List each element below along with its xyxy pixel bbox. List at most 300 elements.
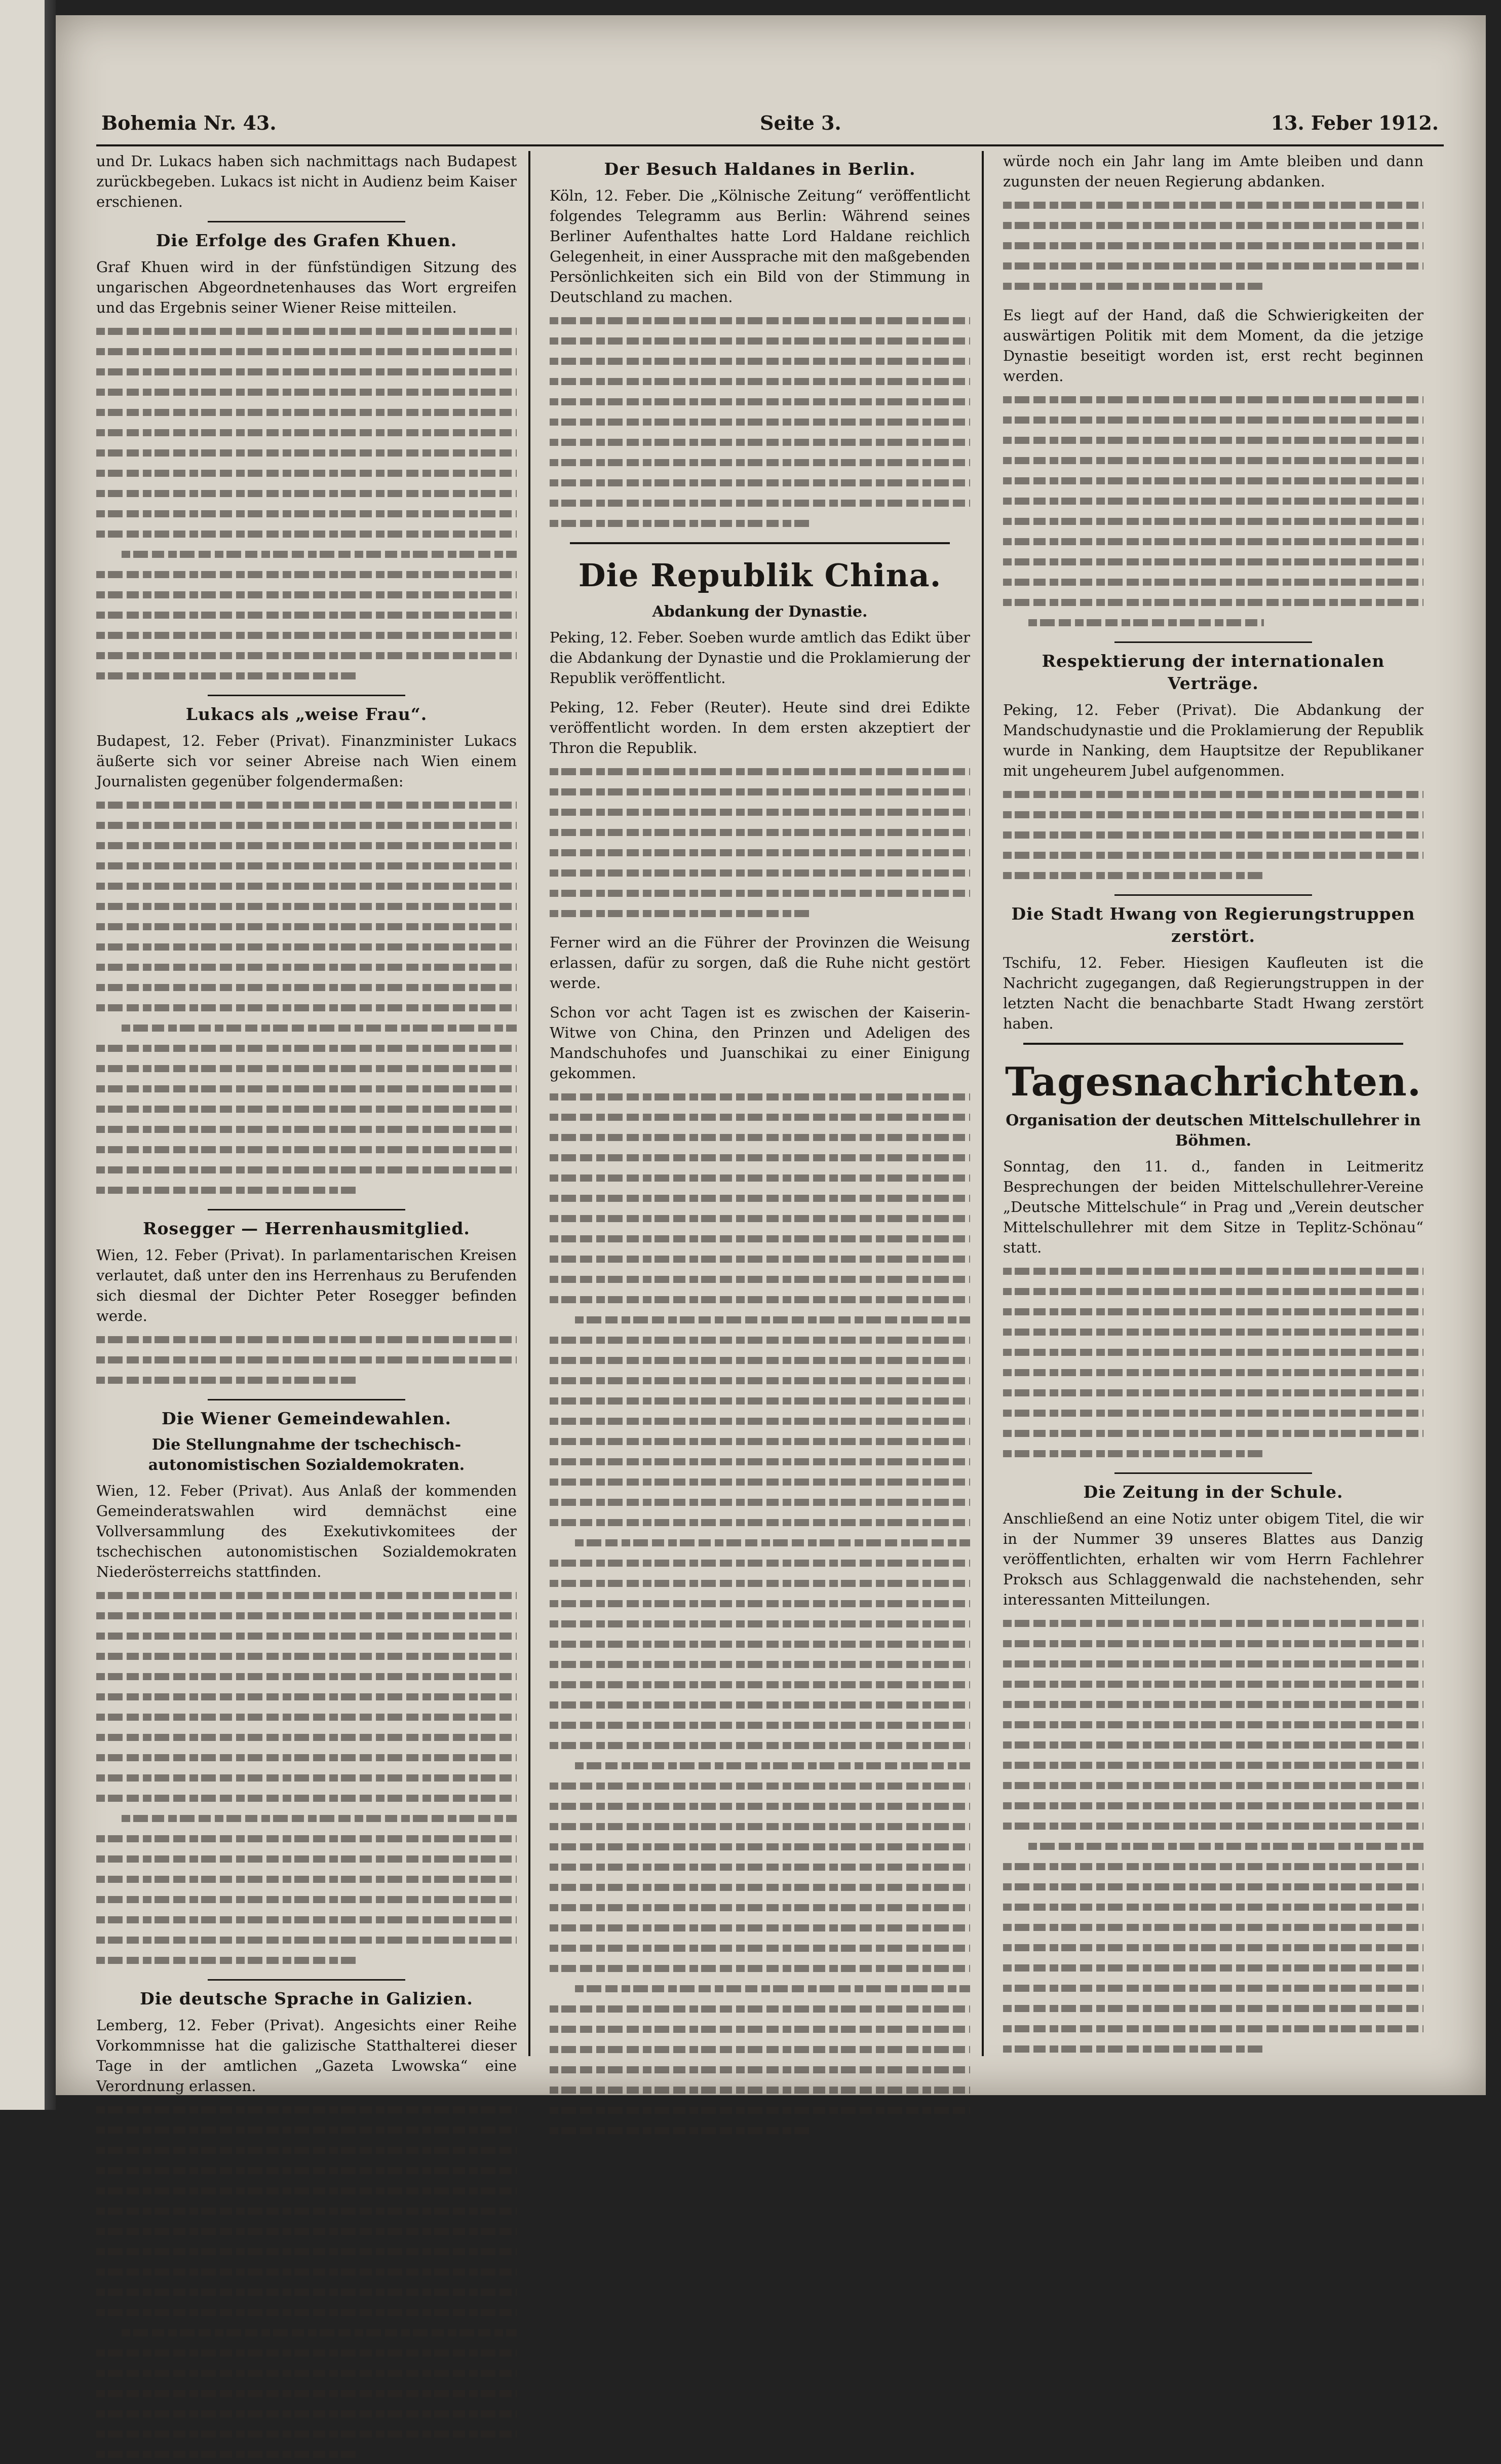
- text-line: [550, 2039, 970, 2059]
- article: [550, 1002, 970, 2140]
- text-line: [550, 330, 970, 351]
- article: [96, 1399, 517, 1970]
- text-line: [550, 1350, 970, 1370]
- text-line: [96, 564, 517, 584]
- text-line: [1003, 430, 1423, 450]
- text-line: [1003, 255, 1423, 276]
- text-line: [550, 1573, 970, 1593]
- text-line: [1003, 490, 1423, 511]
- text-line: [96, 1848, 517, 1869]
- text-line: [96, 382, 517, 402]
- text-line: [550, 1370, 970, 1390]
- text-line: [96, 2119, 517, 2140]
- article-subheadline: Organisation der deutschen Mittelschullehrer in Böhmen.: [1006, 1112, 1421, 1150]
- text-line: [1003, 1775, 1423, 1795]
- text-line: [550, 432, 970, 452]
- text-line: [1003, 1876, 1423, 1897]
- text-line: [1003, 276, 1423, 296]
- article: [96, 1979, 517, 2464]
- text-line: [96, 321, 517, 341]
- text-line: [550, 1674, 970, 1694]
- article-headline: Tagesnachrichten.: [1005, 1059, 1422, 1105]
- text-line: [96, 936, 517, 957]
- article-separator: [1114, 894, 1312, 896]
- illegible-text-lines: [550, 761, 970, 923]
- text-line: [1003, 1978, 1423, 1998]
- text-line: [1003, 1755, 1423, 1775]
- text-line: [550, 1958, 970, 1978]
- article-body: [550, 1002, 970, 1083]
- text-line: [550, 1086, 970, 1107]
- article-headline: Die Stadt Hwang von Regierungstruppen zerstört.: [1011, 904, 1415, 946]
- text-line: [1003, 215, 1423, 235]
- text-line: [550, 1107, 970, 1127]
- article-text: und Dr. Lukacs haben sich nachmittags nach Budapest zurückbegeben. Lukacs ist nicht in Audienz beim Kaiser erschienen.: [96, 153, 517, 210]
- illegible-text-lines: [550, 310, 970, 533]
- text-line: [96, 977, 517, 997]
- article-body: [1003, 700, 1423, 781]
- article-separator: [208, 221, 405, 222]
- text-line: [1003, 409, 1423, 430]
- text-line: [550, 2120, 970, 2140]
- text-line: [96, 2423, 517, 2444]
- article-text: Wien, 12. Feber (Privat). Aus Anlaß der kommenden Gemeinderatswahlen wird demnächst eine Vollversammlung des Exekutivkomitees der tschechischen autonomistischen Sozialdemokraten Niederösterreichs stattfinden.: [96, 1482, 517, 1580]
- text-line: [96, 2201, 517, 2221]
- text-line: [96, 2140, 517, 2160]
- article: [550, 932, 970, 993]
- text-line: [96, 665, 517, 686]
- text-line: [550, 351, 970, 371]
- text-line: [550, 1897, 970, 1917]
- article-body: [96, 1481, 517, 1582]
- text-line: [550, 310, 970, 330]
- article: [96, 695, 517, 1200]
- text-line: [96, 2261, 517, 2282]
- text-line: [1003, 824, 1423, 845]
- text-line: [1003, 1362, 1423, 1382]
- text-line: [550, 842, 970, 862]
- illegible-text-lines: [96, 794, 517, 1200]
- text-line: [550, 802, 970, 822]
- text-line: [1003, 1423, 1423, 1443]
- article: [96, 221, 517, 686]
- article: [1003, 305, 1423, 632]
- illegible-text-lines: [96, 321, 517, 686]
- text-line: [1003, 551, 1423, 572]
- page-number: Seite 3.: [760, 111, 841, 134]
- column-rule-1: [528, 151, 530, 2056]
- text-line: [96, 1808, 517, 1828]
- text-line: [550, 1451, 970, 1471]
- text-line: [96, 1869, 517, 1889]
- text-line: [550, 1978, 970, 1998]
- article-headline: Die Zeitung in der Schule.: [1083, 1482, 1343, 1502]
- text-line: [550, 1755, 970, 1775]
- illegible-text-lines: [96, 1329, 517, 1390]
- article: [550, 158, 970, 533]
- text-line: [96, 402, 517, 422]
- text-line: [1003, 1443, 1423, 1463]
- article-headline: Der Besuch Haldanes in Berlin.: [604, 159, 916, 179]
- text-line: [550, 1330, 970, 1350]
- text-line: [1003, 1321, 1423, 1342]
- text-line: [96, 997, 517, 1017]
- text-line: [96, 1727, 517, 1747]
- issue-date: 13. Feber 1912.: [1271, 111, 1439, 134]
- text-line: [550, 1411, 970, 1431]
- text-line: [550, 1208, 970, 1228]
- article-text: Budapest, 12. Feber (Privat). Finanzminister Lukacs äußerte sich vor seiner Abreise nach Wien einem Journalisten gegenüber folgendermaßen:: [96, 732, 517, 790]
- text-line: [550, 883, 970, 903]
- text-line: [96, 361, 517, 382]
- article: [1003, 894, 1423, 1034]
- text-line: [96, 1038, 517, 1058]
- text-line: [1003, 845, 1423, 865]
- text-line: [96, 2099, 517, 2119]
- text-line: [96, 604, 517, 625]
- article: [1003, 641, 1423, 885]
- text-line: [550, 1127, 970, 1147]
- text-line: [550, 1512, 970, 1532]
- text-line: [96, 503, 517, 523]
- newspaper-page: [56, 15, 1486, 2095]
- text-line: [1003, 1382, 1423, 1402]
- text-line: [1003, 865, 1423, 885]
- text-line: [96, 1078, 517, 1098]
- text-line: [550, 2019, 970, 2039]
- text-line: [96, 896, 517, 916]
- page-header: [101, 101, 1439, 142]
- illegible-text-lines: [1003, 195, 1423, 296]
- article-separator: [1114, 641, 1312, 643]
- text-line: [1003, 1281, 1423, 1301]
- text-line: [550, 1917, 970, 1938]
- text-line: [1003, 1734, 1423, 1755]
- article-text: Lemberg, 12. Feber (Privat). Angesichts einer Reihe Vorkommnisse hat die galizische Statthalterei dieser Tage in der amtlichen „Gazeta Lwowska“ eine Verordnung erlassen.: [96, 2017, 517, 2095]
- text-line: [96, 1605, 517, 1625]
- article-body: [96, 731, 517, 791]
- article-body: [96, 1245, 517, 1326]
- text-line: [550, 903, 970, 923]
- text-line: [1003, 784, 1423, 804]
- text-line: [1003, 804, 1423, 824]
- text-line: [96, 523, 517, 544]
- newspaper-issue: Bohemia Nr. 43.: [101, 111, 277, 134]
- text-line: [1003, 1815, 1423, 1836]
- text-line: [96, 1747, 517, 1767]
- text-line: [96, 483, 517, 503]
- article-text: Peking, 12. Feber (Privat). Die Abdankung der Mandschudynastie und die Proklamierung der Republik wurde in Nanking, dem Hauptsitze der Republikaner mit ungeheurem Jubel aufgenommen.: [1003, 701, 1423, 779]
- text-line: [96, 1585, 517, 1605]
- article: [1003, 1043, 1423, 1463]
- column-2: [550, 151, 970, 2056]
- text-line: [96, 2221, 517, 2241]
- article-body: [550, 932, 970, 993]
- text-line: [550, 411, 970, 432]
- text-line: [96, 1950, 517, 1970]
- text-line: [96, 2180, 517, 2201]
- text-line: [96, 1329, 517, 1349]
- text-line: [550, 2059, 970, 2079]
- article-separator: [1114, 1472, 1312, 1474]
- text-line: [96, 2444, 517, 2464]
- article-body: [550, 185, 970, 307]
- text-line: [550, 1715, 970, 1735]
- text-line: [96, 1788, 517, 1808]
- article-text: würde noch ein Jahr lang im Amte bleiben und dann zugunsten der neuen Regierung abdanken.: [1003, 153, 1423, 190]
- text-line: [96, 1370, 517, 1390]
- column-rule-2: [982, 151, 984, 2056]
- article-text: Ferner wird an die Führer der Provinzen die Weisung erlassen, dafür zu sorgen, daß die Ruhe nicht gestört werde.: [550, 934, 970, 992]
- article-headline: Die deutsche Sprache in Galizien.: [140, 1989, 473, 2008]
- text-line: [96, 815, 517, 835]
- article-text: Peking, 12. Feber. Soeben wurde amtlich das Edikt über die Abdankung der Dynastie und die Proklamierung der Republik veröffentlicht.: [550, 629, 970, 687]
- text-line: [550, 862, 970, 883]
- text-line: [96, 2383, 517, 2403]
- text-line: [550, 1694, 970, 1715]
- text-line: [1003, 1653, 1423, 1674]
- text-line: [96, 1828, 517, 1848]
- text-line: [96, 442, 517, 463]
- column-1: [96, 151, 517, 2095]
- text-line: [550, 1188, 970, 1208]
- article-body: [96, 2015, 517, 2096]
- text-line: [1003, 1917, 1423, 1937]
- text-line: [550, 1248, 970, 1269]
- text-line: [1003, 1342, 1423, 1362]
- text-line: [550, 1836, 970, 1856]
- article-headline: Lukacs als „weise Frau“.: [185, 704, 428, 724]
- header-rule: [96, 144, 1444, 146]
- text-line: [550, 492, 970, 513]
- article-separator: [1023, 1043, 1403, 1045]
- text-line: [550, 1552, 970, 1573]
- article-separator: [208, 1209, 405, 1210]
- illegible-text-lines: [550, 1086, 970, 2140]
- text-line: [96, 1646, 517, 1666]
- text-line: [550, 1309, 970, 1330]
- text-line: [1003, 195, 1423, 215]
- illegible-text-lines: [1003, 784, 1423, 885]
- article-separator: [208, 695, 405, 696]
- text-line: [1003, 470, 1423, 490]
- text-line: [96, 1767, 517, 1788]
- text-line: [96, 645, 517, 665]
- text-line: [550, 1471, 970, 1492]
- text-line: [96, 916, 517, 936]
- text-line: [1003, 450, 1423, 470]
- text-line: [96, 584, 517, 604]
- text-line: [550, 1654, 970, 1674]
- text-line: [96, 1017, 517, 1038]
- text-line: [1003, 1261, 1423, 1281]
- article: [550, 542, 970, 688]
- text-line: [550, 1613, 970, 1634]
- illegible-text-lines: [96, 1585, 517, 1970]
- text-line: [550, 761, 970, 781]
- article-body: [1003, 151, 1423, 192]
- article-body: [96, 257, 517, 318]
- text-line: [550, 1269, 970, 1289]
- article-body: [96, 151, 517, 212]
- text-line: [550, 2100, 970, 2120]
- text-line: [1003, 1957, 1423, 1978]
- article-text: Es liegt auf der Hand, daß die Schwierigkeiten der auswärtigen Politik mit dem Moment, da die jetzige Dynastie beseitigt worden ist, erst recht beginnen werden.: [1003, 307, 1423, 385]
- text-line: [1003, 592, 1423, 612]
- text-line: [96, 1666, 517, 1686]
- text-line: [1003, 389, 1423, 409]
- text-line: [96, 422, 517, 442]
- text-line: [1003, 1301, 1423, 1321]
- text-line: [1003, 1633, 1423, 1653]
- text-line: [96, 1098, 517, 1119]
- text-line: [1003, 1613, 1423, 1633]
- text-line: [1003, 511, 1423, 531]
- article-text: Schon vor acht Tagen ist es zwischen der Kaiserin-Witwe von China, den Prinzen und Adeligen des Mandschuhofes und Juanschikai zu einer Einigung gekommen.: [550, 1004, 970, 1082]
- article-text: Wien, 12. Feber (Privat). In parlamentarischen Kreisen verlautet, daß unter den ins Herrenhaus zu Berufenden sich diesmal der Dichter Peter Rosegger befinden werde.: [96, 1246, 517, 1324]
- text-line: [96, 625, 517, 645]
- text-line: [1003, 1998, 1423, 2018]
- text-line: [550, 1775, 970, 1796]
- text-line: [96, 1119, 517, 1139]
- text-line: [550, 1877, 970, 1897]
- text-line: [96, 1180, 517, 1200]
- text-line: [1003, 1937, 1423, 1957]
- text-line: [96, 1707, 517, 1727]
- text-line: [1003, 1897, 1423, 1917]
- text-line: [550, 1228, 970, 1248]
- text-line: [550, 472, 970, 492]
- text-line: [550, 513, 970, 533]
- article-headline: Die Erfolge des Grafen Khuen.: [156, 231, 457, 250]
- illegible-text-lines: [1003, 389, 1423, 632]
- text-line: [550, 781, 970, 802]
- text-line: [96, 876, 517, 896]
- text-line: [96, 835, 517, 855]
- text-line: [96, 1889, 517, 1909]
- text-line: [96, 544, 517, 564]
- text-line: [1003, 1674, 1423, 1694]
- text-line: [550, 1796, 970, 1816]
- article-text: Anschließend an eine Notiz unter obigem Titel, die wir in der Nummer 39 unseres Blattes aus Danzig veröffentlichten, erhalten wir vom Herrn Fachlehrer Proksch aus Schlaggenwald die nachstehenden, sehr interessanten Mitteilungen.: [1003, 1510, 1423, 1608]
- article-body: [1003, 953, 1423, 1034]
- text-line: [550, 1634, 970, 1654]
- article-body: [1003, 1508, 1423, 1610]
- article: [96, 1209, 517, 1390]
- text-line: [96, 1349, 517, 1370]
- text-line: [1003, 531, 1423, 551]
- text-line: [1003, 612, 1423, 632]
- article-separator: [208, 1399, 405, 1400]
- text-line: [550, 1167, 970, 1188]
- text-line: [550, 1938, 970, 1958]
- text-line: [550, 1532, 970, 1552]
- text-line: [550, 2079, 970, 2100]
- text-line: [550, 1147, 970, 1167]
- illegible-text-lines: [1003, 1613, 1423, 2059]
- article-text: Graf Khuen wird in der fünfstündigen Sitzung des ungarischen Abgeordnetenhauses das Wort ergreifen und das Ergebnis seiner Wiener Reise mitteilen.: [96, 258, 517, 316]
- text-line: [1003, 1402, 1423, 1423]
- text-line: [1003, 1714, 1423, 1734]
- text-line: [550, 1390, 970, 1411]
- text-line: [96, 2322, 517, 2342]
- text-line: [1003, 2038, 1423, 2059]
- article-text: Peking, 12. Feber (Reuter). Heute sind drei Edikte veröffentlicht worden. In dem ersten akzeptiert der Thron die Republik.: [550, 699, 970, 756]
- article-text: Sonntag, den 11. d., fanden in Leitmeritz Besprechungen der beiden Mittelschullehrer-Vereine „Deutsche Mittelschule“ in Prag und „Verein deutscher Mittelschullehrer mit dem Sitze in Teplitz-Schönau“ statt.: [1003, 1158, 1423, 1256]
- text-line: [550, 1593, 970, 1613]
- text-line: [96, 1686, 517, 1707]
- text-line: [1003, 1795, 1423, 1815]
- text-line: [96, 2403, 517, 2423]
- text-line: [96, 2342, 517, 2363]
- article-text: Köln, 12. Feber. Die „Kölnische Zeitung“ veröffentlicht folgendes Telegramm aus Berlin: Während seines Berliner Aufenthaltes hatte Lord Haldane reichlich Gelegenheit, in einer Aussprache mit den maßgebenden Persönlichkeiten sich ein Bild von der Stimmung in Deutschland zu machen.: [550, 187, 970, 306]
- text-line: [1003, 1856, 1423, 1876]
- illegible-text-lines: [96, 2099, 517, 2464]
- text-line: [96, 2363, 517, 2383]
- text-line: [550, 452, 970, 472]
- text-line: [550, 1735, 970, 1755]
- text-line: [550, 1816, 970, 1836]
- text-line: [96, 2241, 517, 2261]
- column-3: [1003, 151, 1423, 2056]
- article-body: [550, 697, 970, 758]
- article: [1003, 1472, 1423, 2059]
- text-line: [1003, 2018, 1423, 2038]
- text-line: [1003, 1694, 1423, 1714]
- text-line: [96, 2160, 517, 2180]
- text-line: [1003, 1836, 1423, 1856]
- text-line: [96, 463, 517, 483]
- article-subheadline: Abdankung der Dynastie.: [652, 603, 868, 621]
- text-line: [550, 1431, 970, 1451]
- text-line: [550, 1492, 970, 1512]
- article-headline: Rosegger — Herrenhausmitglied.: [143, 1219, 470, 1238]
- text-line: [96, 957, 517, 977]
- article-body: [1003, 1156, 1423, 1258]
- article-separator: [570, 542, 950, 544]
- article: [550, 697, 970, 923]
- text-line: [550, 822, 970, 842]
- article-text: Tschifu, 12. Feber. Hiesigen Kaufleuten ist die Nachricht zugegangen, daß Regierungstruppen in der letzten Nacht die benachbarte Stadt Hwang zerstört haben.: [1003, 954, 1423, 1032]
- text-line: [96, 794, 517, 815]
- text-line: [96, 1139, 517, 1159]
- article-body: [1003, 305, 1423, 386]
- text-line: [96, 2282, 517, 2302]
- text-line: [550, 1289, 970, 1309]
- text-line: [1003, 572, 1423, 592]
- scanner-edge: [0, 0, 56, 2110]
- article: [1003, 151, 1423, 296]
- article-body: [550, 627, 970, 688]
- text-line: [550, 391, 970, 411]
- text-line: [96, 2302, 517, 2322]
- text-line: [96, 341, 517, 361]
- article-separator: [208, 1979, 405, 1981]
- illegible-text-lines: [1003, 1261, 1423, 1463]
- text-line: [550, 1856, 970, 1877]
- text-line: [96, 1625, 517, 1646]
- article-headline: Die Republik China.: [578, 557, 942, 594]
- text-line: [96, 855, 517, 876]
- article-headline: Respektierung der internationalen Verträge.: [1042, 651, 1385, 693]
- text-line: [96, 1909, 517, 1929]
- text-line: [96, 1929, 517, 1950]
- article-headline: Die Wiener Gemeindewahlen.: [162, 1409, 451, 1428]
- article-subheadline: Die Stellungnahme der tschechisch-autonomistischen Sozialdemokraten.: [148, 1436, 465, 1474]
- article: [96, 151, 517, 212]
- text-line: [550, 1998, 970, 2019]
- text-line: [1003, 235, 1423, 255]
